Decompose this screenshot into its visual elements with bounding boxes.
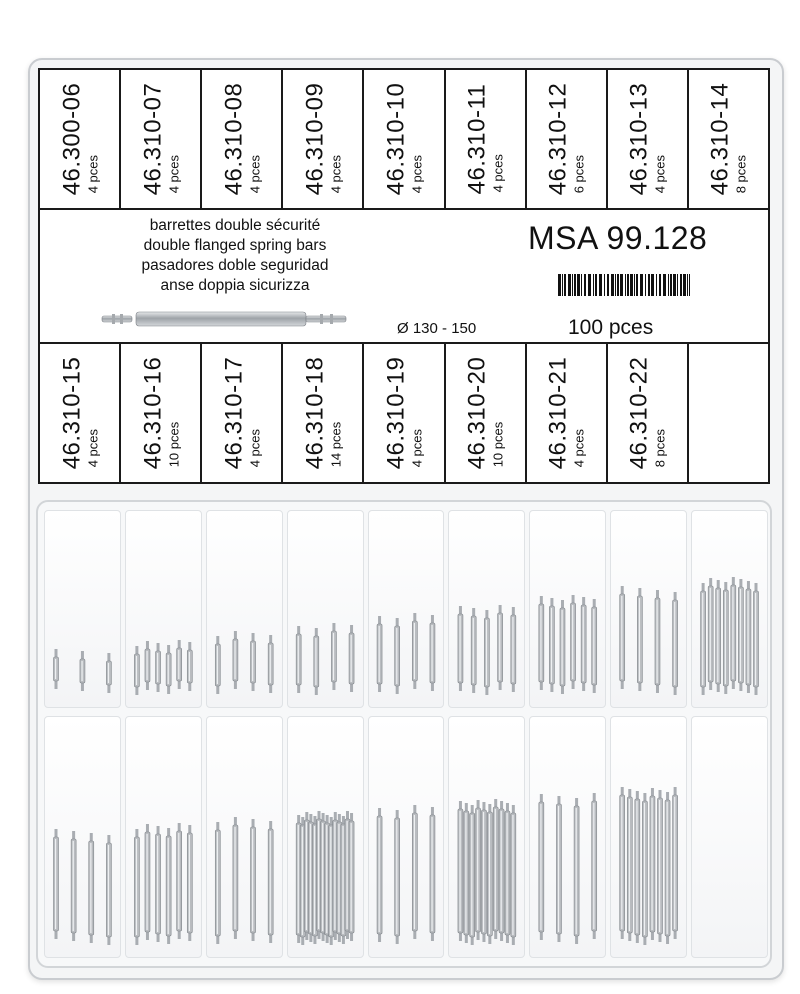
spring-bar xyxy=(156,643,161,692)
spring-bar xyxy=(701,583,706,695)
top-part-row xyxy=(40,70,768,210)
spring-bar xyxy=(430,615,435,691)
part-quantity: 10 pces xyxy=(490,421,506,468)
spring-bar xyxy=(331,623,336,690)
part-quantity: 4 pces xyxy=(328,154,344,194)
top-cell xyxy=(121,70,202,208)
bottom-cell xyxy=(283,344,364,482)
spring-bar xyxy=(187,825,192,941)
spring-bar xyxy=(574,798,579,944)
spring-bar xyxy=(746,581,751,693)
bottom-cell xyxy=(608,344,689,482)
case-lid-label xyxy=(38,68,770,484)
top-cell xyxy=(527,70,608,208)
bottom-cell xyxy=(446,344,527,482)
spring-bar xyxy=(673,787,678,939)
spring-bar xyxy=(637,588,642,691)
part-number: 46.310-20 xyxy=(463,356,491,470)
spring-bar xyxy=(251,819,256,941)
part-quantity: 4 pces xyxy=(653,154,669,194)
spring-bar xyxy=(592,599,597,693)
spring-bar xyxy=(658,790,663,942)
spring-bar xyxy=(476,800,481,940)
spring-bar xyxy=(314,628,319,695)
label-center-panel xyxy=(40,208,768,348)
model-number: MSA 99.128 xyxy=(528,220,708,256)
spring-bar xyxy=(134,646,139,695)
spring-bar xyxy=(571,595,576,689)
spring-bar xyxy=(498,605,503,690)
part-quantity: 4 pces xyxy=(85,154,101,194)
spring-bar xyxy=(511,607,516,692)
part-quantity: 4 pces xyxy=(166,154,182,194)
spring-bar xyxy=(627,789,632,941)
description-en: double flanged spring bars xyxy=(143,237,327,254)
part-quantity: 6 pces xyxy=(571,154,587,194)
spring-bar xyxy=(458,606,463,691)
spring-bar xyxy=(268,635,273,693)
spring-bar xyxy=(539,794,544,940)
part-number: 46.310-07 xyxy=(139,82,167,196)
spring-bar xyxy=(620,787,625,939)
spring-bar xyxy=(233,631,238,689)
parts-tray xyxy=(36,500,772,968)
part-quantity: 4 pces xyxy=(409,428,425,468)
spring-bar xyxy=(215,636,220,694)
part-quantity: 4 pces xyxy=(247,154,263,194)
part-number: 46.310-09 xyxy=(301,82,329,196)
spring-bar xyxy=(484,610,489,695)
part-number: 46.310-14 xyxy=(707,82,735,196)
spring-bar xyxy=(215,822,220,944)
part-number: 46.310-10 xyxy=(382,82,410,196)
top-cell xyxy=(689,70,768,208)
spring-bar xyxy=(560,600,565,694)
spring-bar xyxy=(106,653,111,693)
spring-bar xyxy=(145,824,150,940)
part-number: 46.310-16 xyxy=(139,356,167,470)
top-cell xyxy=(202,70,283,208)
part-quantity: 10 pces xyxy=(166,421,182,468)
part-number: 46.300-06 xyxy=(58,82,86,196)
description-it: anse doppia sicurizza xyxy=(160,277,310,294)
spring-bar xyxy=(177,640,182,689)
product-description xyxy=(100,216,370,296)
spring-bar xyxy=(377,808,382,942)
spring-bar xyxy=(430,807,435,941)
spring-bar xyxy=(412,805,417,939)
spring-bar xyxy=(723,582,728,694)
total-pieces: 100 pces xyxy=(568,316,654,339)
bottom-cell xyxy=(689,344,768,482)
part-quantity: 4 pces xyxy=(247,428,263,468)
description-fr: barrettes double sécurité xyxy=(149,217,321,234)
spring-bar xyxy=(145,641,150,690)
spring-bar xyxy=(754,583,759,695)
bottom-cell xyxy=(121,344,202,482)
part-number: 46.310-17 xyxy=(220,356,248,470)
spring-bar xyxy=(80,651,85,691)
spring-bar xyxy=(377,616,382,692)
top-cell xyxy=(608,70,689,208)
bottom-part-row xyxy=(40,342,768,482)
bottom-cell xyxy=(202,344,283,482)
top-cell xyxy=(364,70,445,208)
spring-bar xyxy=(106,835,111,945)
spring-bar xyxy=(395,618,400,694)
spring-bar xyxy=(635,791,640,943)
top-cell xyxy=(283,70,364,208)
top-cell xyxy=(446,70,527,208)
spring-bar xyxy=(471,608,476,693)
spring-bar xyxy=(665,792,670,944)
part-number: 46.310-22 xyxy=(625,356,653,470)
part-quantity: 4 pces xyxy=(409,154,425,194)
spring-bar xyxy=(187,642,192,691)
spring-bar xyxy=(268,821,273,943)
spring-bar xyxy=(177,823,182,939)
spring-bar xyxy=(395,810,400,944)
part-number: 46.310-12 xyxy=(544,82,572,196)
spring-bar xyxy=(716,580,721,692)
spring-bar xyxy=(481,802,486,942)
spring-bar xyxy=(499,801,504,941)
part-quantity: 14 pces xyxy=(328,421,344,468)
spring-bar xyxy=(251,633,256,691)
barcode-icon xyxy=(558,274,690,296)
part-quantity: 8 pces xyxy=(734,154,750,194)
spring-bar xyxy=(54,649,59,689)
spring-bar xyxy=(708,578,713,690)
spring-bar xyxy=(738,579,743,691)
spring-bar xyxy=(134,829,139,945)
spring-bar xyxy=(620,586,625,689)
spring-bar xyxy=(642,793,647,945)
part-number: 46.310-11 xyxy=(463,83,491,195)
bottom-cell xyxy=(40,344,121,482)
spring-bar xyxy=(470,805,475,945)
part-number: 46.310-21 xyxy=(544,356,572,470)
spring-bar xyxy=(487,804,492,944)
bottom-cell xyxy=(527,344,608,482)
top-cell xyxy=(40,70,121,208)
spring-bar xyxy=(89,833,94,943)
spring-bar xyxy=(54,829,59,939)
bottom-cell xyxy=(364,344,445,482)
description-es: pasadores doble seguridad xyxy=(141,257,329,274)
part-number: 46.310-19 xyxy=(382,356,410,470)
spring-bar xyxy=(505,803,510,943)
spring-bar xyxy=(156,826,161,942)
spring-bar xyxy=(592,793,597,939)
part-quantity: 4 pces xyxy=(490,154,506,193)
spring-bar xyxy=(349,813,354,941)
spring-bar xyxy=(650,788,655,940)
part-number: 46.310-13 xyxy=(625,82,653,196)
spring-bar xyxy=(511,805,516,945)
spring-bar xyxy=(673,592,678,695)
diameter-range: Ø 130 - 150 xyxy=(397,320,477,337)
spring-bar xyxy=(549,598,554,692)
spring-bar xyxy=(71,831,76,941)
part-quantity: 8 pces xyxy=(653,428,669,468)
spring-bars xyxy=(42,508,770,964)
spring-bar xyxy=(581,597,586,691)
spring-bar xyxy=(412,613,417,689)
spring-bar xyxy=(731,577,736,689)
part-number: 46.310-15 xyxy=(58,356,86,470)
spring-bar xyxy=(458,801,463,941)
spring-bar xyxy=(166,645,171,694)
spring-bar xyxy=(655,590,660,693)
part-number: 46.310-08 xyxy=(220,82,248,196)
spring-bar xyxy=(556,796,561,942)
spring-bar xyxy=(464,803,469,943)
spring-bar-icon xyxy=(100,308,350,330)
spring-bar xyxy=(349,625,354,692)
spring-bar xyxy=(296,626,301,693)
spring-bar xyxy=(493,799,498,939)
part-quantity: 4 pces xyxy=(85,428,101,468)
part-number: 46.310-18 xyxy=(301,356,329,470)
part-quantity: 4 pces xyxy=(571,428,587,468)
spring-bar xyxy=(166,828,171,944)
spring-bar xyxy=(233,817,238,939)
spring-bar xyxy=(539,596,544,690)
